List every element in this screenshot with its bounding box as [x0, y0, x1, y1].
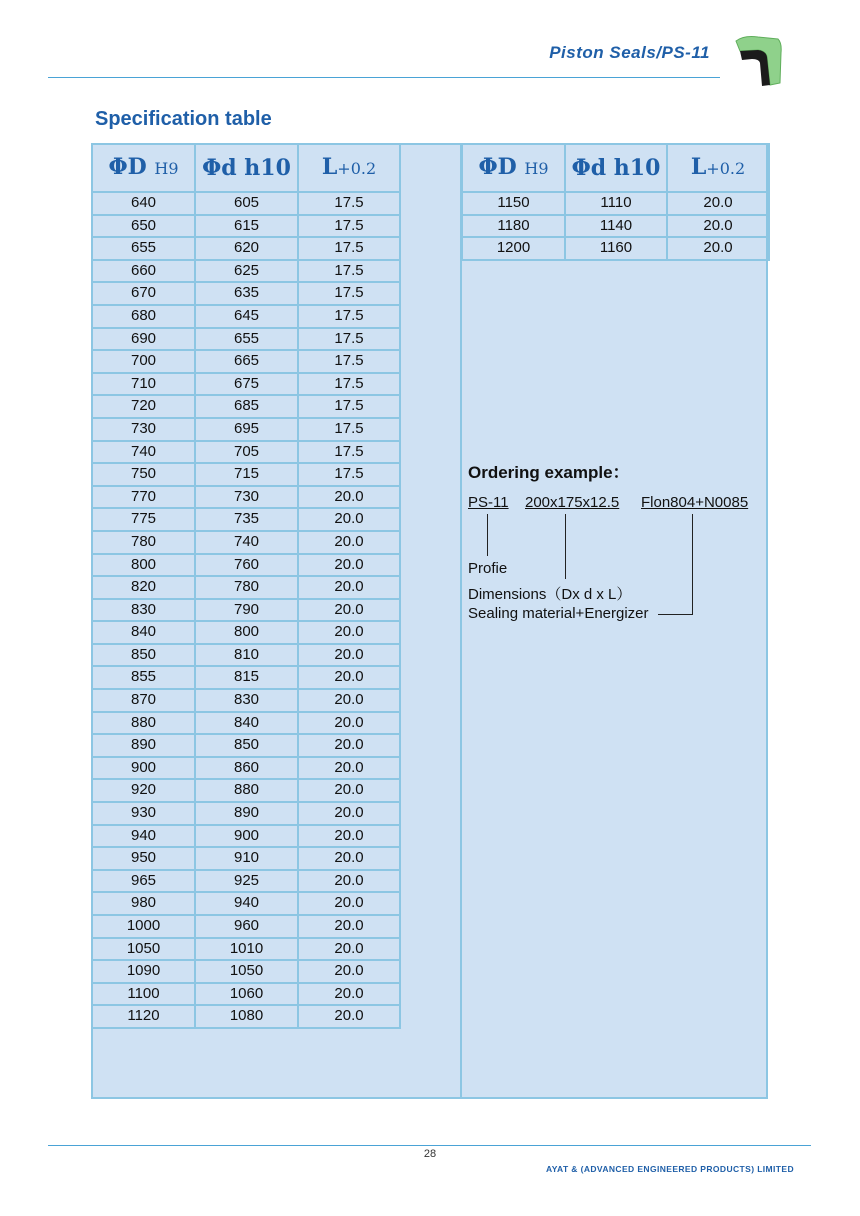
- cell-inner-diameter: 625: [195, 260, 298, 283]
- cell-length: 17.5: [298, 441, 400, 464]
- cell-length: 17.5: [298, 350, 400, 373]
- cell-outer-diameter: 820: [92, 576, 195, 599]
- table-row: [92, 576, 400, 599]
- cell-inner-diameter: 1060: [195, 983, 298, 1006]
- leader-line-material: [692, 514, 693, 614]
- company-name: AYAT & (ADVANCED ENGINEERED PRODUCTS) LIMITED: [546, 1164, 794, 1174]
- cell-length: 17.5: [298, 260, 400, 283]
- table-row: [92, 192, 400, 215]
- header-title: Piston Seals/PS-11: [549, 43, 710, 62]
- table-row: [92, 870, 400, 893]
- table-header-row: [462, 144, 769, 192]
- cell-length: 20.0: [298, 960, 400, 983]
- cell-outer-diameter: 965: [92, 870, 195, 893]
- cell-length: 17.5: [298, 215, 400, 238]
- header-symbol: ΦD: [108, 154, 147, 180]
- table-row: [92, 1005, 400, 1028]
- cell-outer-diameter: 655: [92, 237, 195, 260]
- header-symbol: ΦD: [478, 154, 517, 180]
- cell-length: 20.0: [298, 779, 400, 802]
- cell-length: 17.5: [298, 237, 400, 260]
- cell-length: 20.0: [298, 576, 400, 599]
- cell-outer-diameter: 880: [92, 712, 195, 735]
- cell-outer-diameter: 670: [92, 282, 195, 305]
- cell-length: 20.0: [298, 847, 400, 870]
- header-tolerance: h10: [613, 155, 661, 181]
- table-row: [92, 915, 400, 938]
- cell-outer-diameter: 740: [92, 441, 195, 464]
- header-tolerance: H9: [524, 159, 549, 178]
- ordering-material-code: Flon804+N0085: [641, 494, 749, 511]
- cell-inner-diameter: 1080: [195, 1005, 298, 1028]
- cell-length: 20.0: [298, 1005, 400, 1028]
- cell-inner-diameter: 730: [195, 486, 298, 509]
- table-row: [92, 350, 400, 373]
- legend-profile: Profie: [468, 560, 508, 577]
- cell-length: 20.0: [298, 938, 400, 961]
- legend-dimensions: Dimensions（Dx d x L）: [468, 586, 632, 603]
- table-row: [92, 938, 400, 961]
- header-symbol: L: [690, 154, 707, 180]
- cell-outer-diameter: 700: [92, 350, 195, 373]
- cell-inner-diameter: 850: [195, 734, 298, 757]
- piston-seal-icon: [734, 33, 784, 87]
- cell-length: 17.5: [298, 463, 400, 486]
- table-row: [92, 282, 400, 305]
- table-row: [92, 508, 400, 531]
- cell-length: 20.0: [667, 215, 769, 238]
- cell-length: 17.5: [298, 373, 400, 396]
- cell-inner-diameter: 960: [195, 915, 298, 938]
- col-header-outer-diameter: [462, 144, 565, 192]
- table-row: [92, 395, 400, 418]
- cell-outer-diameter: 1200: [462, 237, 565, 260]
- cell-length: 20.0: [298, 915, 400, 938]
- cell-inner-diameter: 685: [195, 395, 298, 418]
- cell-inner-diameter: 665: [195, 350, 298, 373]
- cell-inner-diameter: 695: [195, 418, 298, 441]
- table-row: [92, 847, 400, 870]
- header-tolerance: h10: [244, 155, 291, 181]
- cell-outer-diameter: 650: [92, 215, 195, 238]
- col-header-inner-diameter: [195, 144, 298, 192]
- cell-outer-diameter: 1180: [462, 215, 565, 238]
- ordering-code-line: [468, 494, 758, 514]
- table-row: [92, 260, 400, 283]
- cell-length: 20.0: [298, 644, 400, 667]
- cell-length: 20.0: [298, 802, 400, 825]
- table-row: [92, 599, 400, 622]
- table-row: [92, 757, 400, 780]
- cell-outer-diameter: 855: [92, 666, 195, 689]
- cell-outer-diameter: 720: [92, 395, 195, 418]
- table-row: [92, 328, 400, 351]
- cell-length: 20.0: [298, 531, 400, 554]
- cell-inner-diameter: 705: [195, 441, 298, 464]
- cell-length: 20.0: [298, 599, 400, 622]
- table-row: [92, 621, 400, 644]
- cell-outer-diameter: 850: [92, 644, 195, 667]
- cell-length: 20.0: [298, 825, 400, 848]
- leader-line-material-horizontal: [658, 614, 693, 615]
- header-symbol: Φd: [571, 155, 607, 181]
- cell-outer-diameter: 920: [92, 779, 195, 802]
- cell-outer-diameter: 1050: [92, 938, 195, 961]
- cell-outer-diameter: 1150: [462, 192, 565, 215]
- cell-outer-diameter: 890: [92, 734, 195, 757]
- cell-inner-diameter: 900: [195, 825, 298, 848]
- cell-outer-diameter: 980: [92, 892, 195, 915]
- cell-inner-diameter: 635: [195, 282, 298, 305]
- cell-outer-diameter: 660: [92, 260, 195, 283]
- legend-material: Sealing material+Energizer: [468, 605, 649, 622]
- table-row: [92, 712, 400, 735]
- table-row: [92, 666, 400, 689]
- header-symbol: L: [321, 154, 338, 180]
- cell-length: 20.0: [667, 237, 769, 260]
- table-row: [92, 960, 400, 983]
- middle-gap-panel: [399, 143, 461, 1099]
- cell-length: 20.0: [298, 621, 400, 644]
- cell-outer-diameter: 775: [92, 508, 195, 531]
- cell-length: 17.5: [298, 418, 400, 441]
- cell-inner-diameter: 860: [195, 757, 298, 780]
- table-row: [462, 215, 769, 238]
- cell-outer-diameter: 770: [92, 486, 195, 509]
- table-row: [92, 689, 400, 712]
- cell-outer-diameter: 950: [92, 847, 195, 870]
- cell-inner-diameter: 880: [195, 779, 298, 802]
- cell-inner-diameter: 760: [195, 554, 298, 577]
- table-row: [92, 644, 400, 667]
- cell-inner-diameter: 1160: [565, 237, 667, 260]
- cell-inner-diameter: 655: [195, 328, 298, 351]
- table-row: [462, 192, 769, 215]
- cell-outer-diameter: 1120: [92, 1005, 195, 1028]
- cell-outer-diameter: 690: [92, 328, 195, 351]
- cell-outer-diameter: 680: [92, 305, 195, 328]
- page-number: 28: [423, 1148, 437, 1160]
- cell-inner-diameter: 940: [195, 892, 298, 915]
- header-divider: [48, 77, 720, 78]
- table-row: [462, 237, 769, 260]
- cell-inner-diameter: 815: [195, 666, 298, 689]
- cell-inner-diameter: 715: [195, 463, 298, 486]
- ordering-example-title: Ordering example：: [468, 463, 630, 482]
- table-row: [92, 531, 400, 554]
- table-row: [92, 418, 400, 441]
- spec-table-left: [91, 143, 401, 1029]
- cell-length: 20.0: [667, 192, 769, 215]
- cell-outer-diameter: 640: [92, 192, 195, 215]
- header-tolerance: H9: [154, 159, 179, 178]
- cell-outer-diameter: 730: [92, 418, 195, 441]
- cell-length: 20.0: [298, 712, 400, 735]
- cell-length: 20.0: [298, 757, 400, 780]
- cell-length: 17.5: [298, 192, 400, 215]
- cell-outer-diameter: 830: [92, 599, 195, 622]
- cell-inner-diameter: 780: [195, 576, 298, 599]
- cell-outer-diameter: 750: [92, 463, 195, 486]
- col-header-outer-diameter: [92, 144, 195, 192]
- table-row: [92, 373, 400, 396]
- table-row: [92, 983, 400, 1006]
- section-title: Specification table: [95, 108, 272, 130]
- cell-inner-diameter: 735: [195, 508, 298, 531]
- col-header-length: [298, 144, 400, 192]
- cell-inner-diameter: 1010: [195, 938, 298, 961]
- cell-outer-diameter: 1000: [92, 915, 195, 938]
- table-divider: [460, 143, 462, 1099]
- cell-length: 20.0: [298, 486, 400, 509]
- cell-outer-diameter: 840: [92, 621, 195, 644]
- cell-length: 20.0: [298, 554, 400, 577]
- col-header-length: [667, 144, 769, 192]
- cell-length: 20.0: [298, 734, 400, 757]
- cell-inner-diameter: 810: [195, 644, 298, 667]
- cell-length: 17.5: [298, 282, 400, 305]
- table-row: [92, 825, 400, 848]
- cell-outer-diameter: 1100: [92, 983, 195, 1006]
- cell-inner-diameter: 1050: [195, 960, 298, 983]
- table-row: [92, 554, 400, 577]
- leader-line-profile: [487, 514, 488, 556]
- cell-inner-diameter: 615: [195, 215, 298, 238]
- cell-inner-diameter: 605: [195, 192, 298, 215]
- cell-inner-diameter: 910: [195, 847, 298, 870]
- cell-inner-diameter: 925: [195, 870, 298, 893]
- header-tolerance: +0.2: [706, 159, 746, 178]
- cell-length: 20.0: [298, 870, 400, 893]
- table-row: [92, 802, 400, 825]
- cell-inner-diameter: 840: [195, 712, 298, 735]
- cell-length: 20.0: [298, 689, 400, 712]
- cell-length: 17.5: [298, 328, 400, 351]
- table-row: [92, 486, 400, 509]
- table-row: [92, 441, 400, 464]
- cell-inner-diameter: 790: [195, 599, 298, 622]
- cell-inner-diameter: 1140: [565, 215, 667, 238]
- table-row: [92, 237, 400, 260]
- table-row: [92, 779, 400, 802]
- cell-inner-diameter: 890: [195, 802, 298, 825]
- cell-inner-diameter: 675: [195, 373, 298, 396]
- col-header-inner-diameter: [565, 144, 667, 192]
- cell-inner-diameter: 800: [195, 621, 298, 644]
- cell-inner-diameter: 645: [195, 305, 298, 328]
- ordering-dimensions-code: 200x175x12.5: [525, 494, 620, 511]
- cell-outer-diameter: 870: [92, 689, 195, 712]
- cell-length: 20.0: [298, 983, 400, 1006]
- table-row: [92, 215, 400, 238]
- cell-length: 17.5: [298, 395, 400, 418]
- cell-outer-diameter: 940: [92, 825, 195, 848]
- cell-outer-diameter: 710: [92, 373, 195, 396]
- cell-length: 20.0: [298, 892, 400, 915]
- ordering-profile-code: PS-11: [468, 494, 509, 511]
- table-row: [92, 734, 400, 757]
- table-row: [92, 892, 400, 915]
- cell-outer-diameter: 800: [92, 554, 195, 577]
- cell-length: 20.0: [298, 508, 400, 531]
- cell-outer-diameter: 1090: [92, 960, 195, 983]
- cell-outer-diameter: 930: [92, 802, 195, 825]
- cell-inner-diameter: 620: [195, 237, 298, 260]
- table-row: [92, 463, 400, 486]
- footer-divider: [48, 1145, 811, 1146]
- cell-inner-diameter: 830: [195, 689, 298, 712]
- table-header-row: [92, 144, 400, 192]
- table-row: [92, 305, 400, 328]
- leader-line-dimensions: [565, 514, 566, 579]
- cell-outer-diameter: 780: [92, 531, 195, 554]
- cell-inner-diameter: 1110: [565, 192, 667, 215]
- cell-length: 17.5: [298, 305, 400, 328]
- header-tolerance: +0.2: [337, 159, 377, 178]
- cell-outer-diameter: 900: [92, 757, 195, 780]
- cell-length: 20.0: [298, 666, 400, 689]
- cell-inner-diameter: 740: [195, 531, 298, 554]
- spec-table-right: [461, 143, 770, 261]
- header-symbol: Φd: [202, 155, 237, 181]
